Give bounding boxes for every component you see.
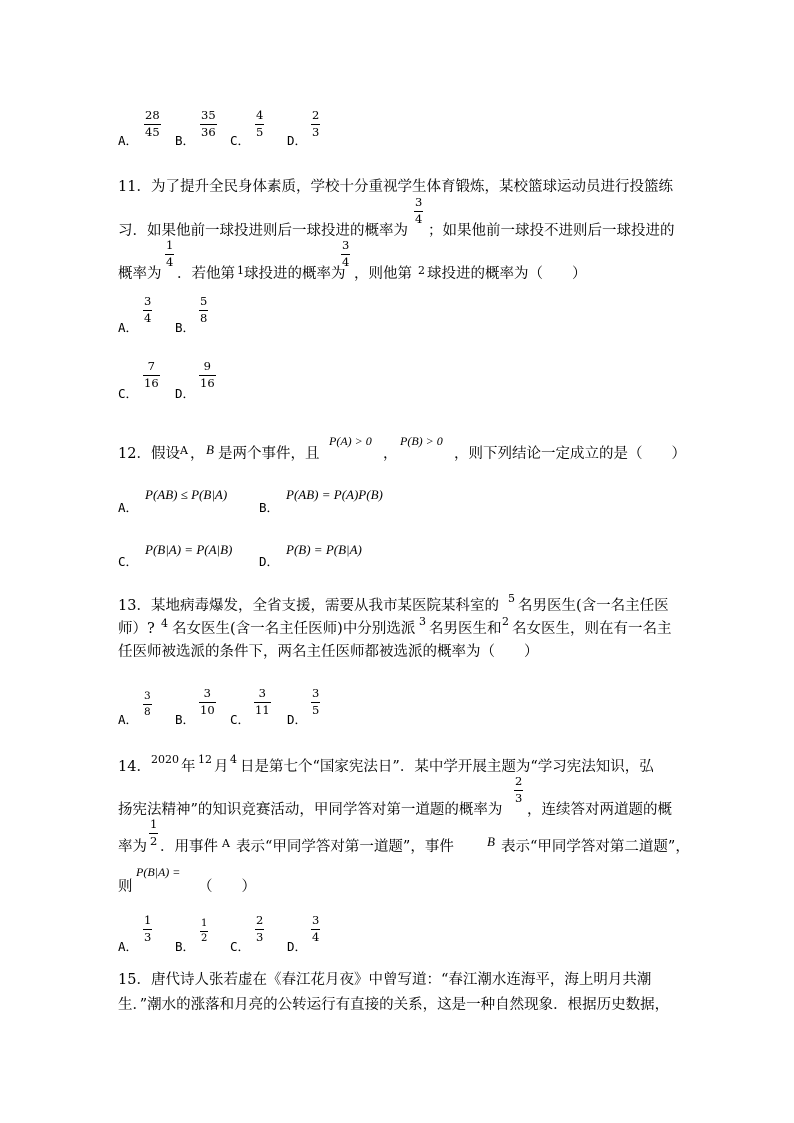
q13-option-b-label: B．: [175, 712, 196, 727]
q13-option-b-fraction: $\frac{3}{10}$: [200, 686, 215, 717]
q10-option-b-label: B．: [175, 133, 196, 148]
q12-condition-1: P(A) > 0: [329, 434, 372, 448]
q14-option-a-label: A．: [118, 939, 139, 954]
q11-line-3-a: 概率为: [118, 266, 162, 282]
q12-condition-2: P(B) > 0: [400, 434, 443, 448]
q11-option-b-label: B．: [175, 320, 196, 335]
q13-line-2-d: 名女医生，则在有一名主: [512, 621, 672, 637]
q11-line-2-a: 习．如果他前一球投进则后一球投进的概率为: [118, 223, 408, 239]
q11-line-3-e: 球投进的概率为（ ）: [427, 266, 587, 282]
q12-text-c: ，则下列结论一定成立的是（ ）: [454, 446, 686, 462]
q11-option-d-label: D．: [175, 386, 196, 401]
q14-line-3-b: ．用事件: [160, 839, 218, 855]
q10-option-d-fraction: $\frac{2}{3}$: [312, 108, 320, 139]
q11-line-2-b: ；如果他前一球投不进则后一球投进的: [428, 223, 675, 239]
q13-number-2: 4: [161, 617, 168, 630]
q14-line-3-c: 表示“甲同学答对第一道题”，事件: [236, 839, 454, 855]
q13-number-1: 5: [508, 592, 515, 605]
q12-option-a-expr: P(AB) ≤ P(B|A): [145, 487, 228, 502]
q13-number-3: 3: [419, 615, 426, 628]
q13-option-d-label: D．: [287, 712, 308, 727]
q11-option-c-fraction: $\frac{7}{16}$: [144, 359, 159, 390]
q14-line-2-a: 扬宪法精神”的知识竞赛活动，甲同学答对第一道题的概率为: [118, 802, 503, 818]
q14-line-4-b: （ ）: [198, 879, 256, 895]
q12-option-d-expr: P(B) = P(B|A): [286, 542, 362, 557]
q13-option-d-fraction: $\frac{3}{5}$: [312, 686, 320, 717]
q15-line-2: 生．”潮水的涨落和月亮的公转运行有直接的关系，这是一种自然现象．根据历史数据，: [118, 997, 670, 1013]
q12-event-a: A: [180, 444, 188, 457]
q11-line-3-b: ．若他第: [177, 266, 235, 282]
q12-option-d-label: D．: [259, 554, 280, 569]
q11-option-b-fraction: $\frac{5}{8}$: [200, 294, 208, 325]
q14-option-c-label: C．: [230, 939, 251, 954]
q13-number-4: 2: [502, 615, 509, 628]
q13-option-a-label: A．: [118, 712, 139, 727]
q14-option-d-fraction: $\frac{3}{4}$: [312, 913, 320, 944]
q14-fraction-2: $\frac{1}{2}$: [150, 817, 158, 848]
q11-option-a-fraction: $\frac{3}{4}$: [144, 294, 152, 325]
q12-comma: ，: [383, 446, 398, 462]
q10-option-d-label: D．: [287, 133, 308, 148]
q13-line-2-a: 师）?: [118, 621, 155, 637]
q13-line-1-a: 13．某地病毒爆发，全省支援，需要从我市某医院某科室的: [118, 598, 499, 614]
q12-event-b: B: [206, 442, 214, 457]
q13-line-2-b: 名女医生(含一名主任医师)中分别选派: [172, 621, 416, 637]
q11-option-a-label: A．: [118, 320, 139, 335]
q11-fraction-2: $\frac{1}{4}$: [166, 238, 174, 269]
q14-line-2-b: ，连续答对两道题的概: [527, 802, 672, 818]
q11-number-1: 1: [237, 264, 244, 277]
q14-line-3-a: 率为: [118, 839, 147, 855]
q14-line-4-expr: P(B|A) =: [136, 865, 181, 879]
q13-option-c-fraction: $\frac{3}{11}$: [255, 686, 270, 717]
q10-option-a-label: A．: [118, 133, 139, 148]
q14-option-a-fraction: $\frac{1}{3}$: [144, 913, 152, 944]
q13-option-c-label: C．: [230, 712, 251, 727]
q11-option-d-fraction: $\frac{9}{16}$: [200, 359, 215, 390]
q14-month: 12: [198, 753, 212, 766]
q12-option-b-label: B．: [259, 500, 280, 515]
q11-line-3-d: ，则他第: [354, 266, 412, 282]
q12-sep: ，: [190, 446, 205, 462]
q15-line-1: 15．唐代诗人张若虚在《春江花月夜》中曾写道：“春江潮水连海平，海上明月共潮: [118, 972, 652, 988]
q14-line-3-d: 表示“甲同学答对第二道题”，: [501, 839, 690, 855]
q13-option-a-fraction: $\frac{3}{8}$: [144, 690, 151, 718]
q14-option-d-label: D．: [287, 939, 308, 954]
q12-option-b-expr: P(AB) = P(A)P(B): [286, 487, 383, 502]
q10-option-c-fraction: $\frac{4}{5}$: [256, 108, 264, 139]
q14-option-b-fraction: $\frac{1}{2}$: [201, 918, 208, 944]
q12-option-a-label: A．: [118, 500, 139, 515]
q14-day: 4: [230, 753, 237, 766]
q14-line-4-a: 则: [118, 879, 133, 895]
q10-option-b-fraction: $\frac{35}{36}$: [201, 108, 216, 139]
q11-fraction-1: $\frac{3}{4}$: [415, 195, 423, 226]
q11-line-3-c: 球投进的概率为: [244, 266, 346, 282]
q14-month-char: 月: [214, 759, 229, 775]
q14-line-1-e: 日是第七个“国家宪法日”．某中学开展主题为“学习宪法知识，弘: [240, 759, 654, 775]
q10-option-c-label: C．: [230, 133, 251, 148]
q14-year-char: 年: [181, 759, 196, 775]
q14-event-b: B: [487, 834, 495, 849]
q14-event-a: A: [222, 837, 230, 850]
q14-number: 14．: [118, 759, 151, 775]
q12-text-b: 是两个事件，且: [218, 446, 320, 462]
q11-option-c-label: C．: [118, 386, 139, 401]
q14-year: 2020: [151, 753, 179, 766]
q13-line-1-b: 名男医生(含一名主任医: [518, 598, 669, 614]
q12-text-a: 12．假设: [118, 446, 180, 462]
q13-line-3: 任医师被选派的条件下，两名主任医师都被选派的概率为（ ）: [118, 644, 539, 660]
q10-option-a-fraction: $\frac{28}{45}$: [145, 108, 160, 139]
q11-fraction-3: $\frac{3}{4}$: [342, 238, 350, 269]
q14-option-b-label: B．: [175, 939, 196, 954]
q11-number-2: 2: [418, 264, 425, 277]
q12-option-c-label: C．: [118, 554, 139, 569]
q13-line-2-c: 名男医生和: [429, 621, 502, 637]
q11-line-1: 11．为了提升全民身体素质，学校十分重视学生体育锻炼，某校篮球运动员进行投篮练: [118, 179, 673, 195]
q14-fraction-1: $\frac{2}{3}$: [515, 774, 523, 805]
q12-option-c-expr: P(B|A) = P(A|B): [145, 542, 233, 557]
q14-option-c-fraction: $\frac{2}{3}$: [256, 913, 264, 944]
